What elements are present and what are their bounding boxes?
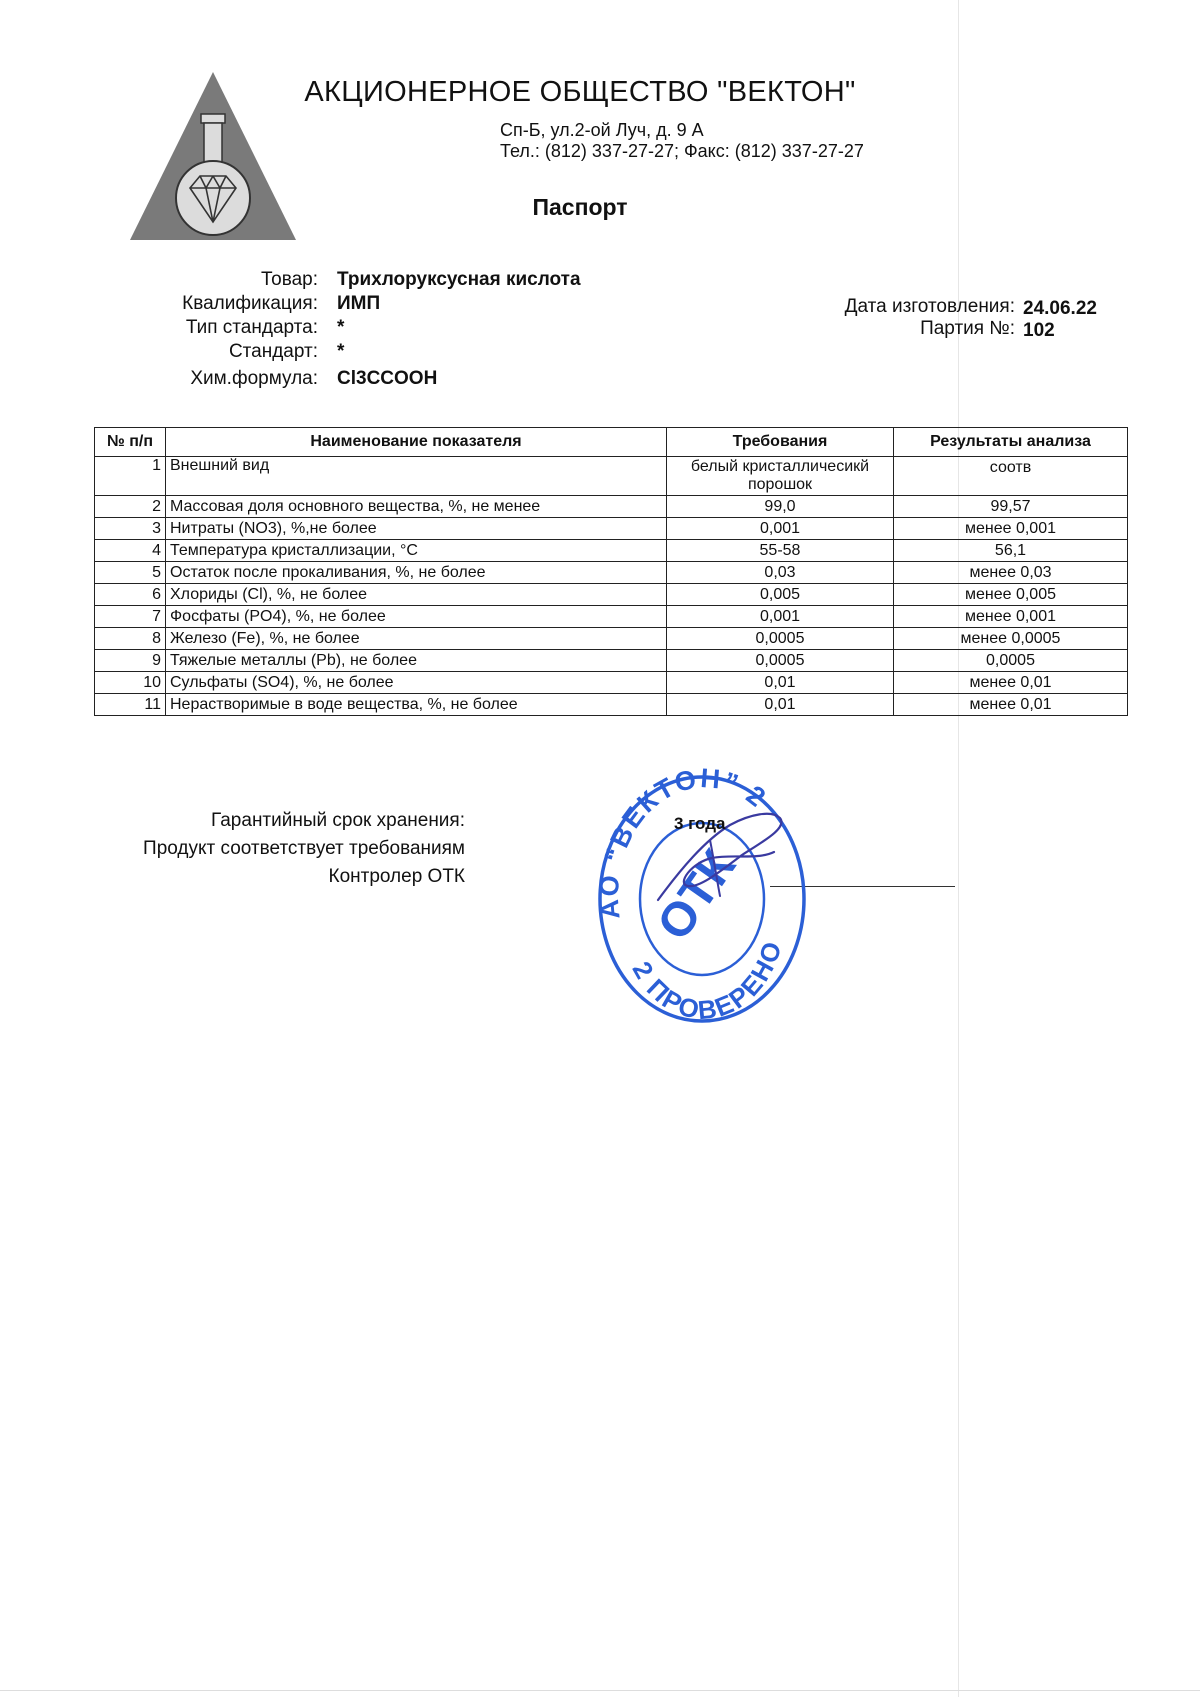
row-indicator: Температура кристаллизации, °С [166, 540, 667, 562]
row-result: 0,0005 [894, 650, 1128, 672]
row-number: 9 [95, 650, 166, 672]
row-number: 7 [95, 606, 166, 628]
row-requirement: 0,005 [667, 584, 894, 606]
controller-label: Контролер ОТК [328, 866, 465, 887]
row-result: 99,57 [894, 496, 1128, 518]
table-row [95, 540, 1128, 562]
table-row [95, 694, 1128, 716]
table-row [95, 457, 1128, 496]
header-requirements: Требования [667, 428, 894, 457]
stamp-arc-text: АО “ВЕКТОН” 2 [593, 768, 773, 921]
row-number: 11 [95, 694, 166, 716]
company-contacts: Тел.: (812) 337-27-27; Факс: (812) 337-27-27 [500, 141, 864, 161]
qualification-label: Квалификация: [182, 293, 318, 314]
stamp-bottom-text: 2 ПРОВЕРЕНО [626, 936, 789, 1026]
row-indicator: Железо (Fe), %, не более [166, 628, 667, 650]
row-requirement: белый кристалличесикй порошок [667, 457, 894, 496]
row-result: менее 0,005 [894, 584, 1128, 606]
product-name: Трихлоруксусная кислота [337, 269, 581, 290]
company-address-block [500, 120, 864, 162]
table-row [95, 628, 1128, 650]
row-number: 5 [95, 562, 166, 584]
row-indicator: Тяжелые металлы (Pb), не более [166, 650, 667, 672]
table-header-row [95, 428, 1128, 457]
batch-value: 102 [1023, 320, 1055, 341]
standard-label: Стандарт: [228, 341, 318, 362]
row-requirement: 0,0005 [667, 650, 894, 672]
table-row [95, 496, 1128, 518]
row-indicator: Остаток после прокаливания, %, не более [166, 562, 667, 584]
svg-text:2 ПРОВЕРЕНО [626, 936, 788, 1025]
row-number: 10 [95, 672, 166, 694]
compliance-text: Продукт соответствует требованиям [143, 838, 465, 859]
table-row [95, 606, 1128, 628]
formula-label: Хим.формула: [190, 368, 318, 389]
row-number: 1 [95, 457, 166, 496]
row-number: 6 [95, 584, 166, 606]
standard-type-value: * [337, 317, 345, 338]
row-requirement: 0,01 [667, 672, 894, 694]
standard-value: * [337, 341, 345, 362]
table-row [95, 562, 1128, 584]
row-result: менее 0,001 [894, 518, 1128, 540]
row-result: 56,1 [894, 540, 1128, 562]
table-row [95, 584, 1128, 606]
table-row [95, 518, 1128, 540]
product-name-label: Товар: [261, 269, 318, 290]
analysis-table [94, 427, 1128, 716]
row-requirement: 0,001 [667, 518, 894, 540]
row-indicator: Фосфаты (PO4), %, не более [166, 606, 667, 628]
row-result: соотв [894, 457, 1128, 496]
company-name: АКЦИОНЕРНОЕ ОБЩЕСТВО "ВЕКТОН" [304, 76, 856, 108]
formula-value: Cl3CCOOH [337, 368, 438, 389]
row-number: 2 [95, 496, 166, 518]
scan-edge-line [958, 0, 959, 1697]
table-row [95, 650, 1128, 672]
row-number: 8 [95, 628, 166, 650]
batch-label: Партия №: [920, 318, 1015, 339]
row-indicator: Массовая доля основного вещества, %, не менее [166, 496, 667, 518]
table-row [95, 672, 1128, 694]
row-requirement: 0,001 [667, 606, 894, 628]
company-address: Сп-Б, ул.2-ой Луч, д. 9 А [500, 120, 704, 140]
manufacture-date-value: 24.06.22 [1023, 298, 1097, 319]
guarantee-label: Гарантийный срок хранения: [211, 810, 465, 831]
row-indicator: Сульфаты (SO4), %, не более [166, 672, 667, 694]
row-number: 3 [95, 518, 166, 540]
row-indicator: Нитраты (NO3), %,не более [166, 518, 667, 540]
stamp-center-text: ОТК [647, 840, 746, 950]
scan-bottom-line [0, 1690, 1200, 1691]
row-requirement: 55-58 [667, 540, 894, 562]
header-results: Результаты анализа [894, 428, 1128, 457]
row-indicator: Хлориды (Cl), %, не более [166, 584, 667, 606]
row-result: менее 0,01 [894, 694, 1128, 716]
row-requirement: 0,03 [667, 562, 894, 584]
row-result: менее 0,03 [894, 562, 1128, 584]
row-result: менее 0,0005 [894, 628, 1128, 650]
qualification-value: ИМП [337, 293, 381, 314]
row-indicator: Нерастворимые в воде вещества, %, не более [166, 694, 667, 716]
row-indicator: Внешний вид [166, 457, 667, 496]
row-requirement: 99,0 [667, 496, 894, 518]
header-indicator: Наименование показателя [166, 428, 667, 457]
row-requirement: 0,0005 [667, 628, 894, 650]
row-result: менее 0,01 [894, 672, 1128, 694]
row-requirement: 0,01 [667, 694, 894, 716]
document-title: Паспорт [532, 194, 628, 220]
guarantee-value: 3 года [674, 814, 726, 833]
manufacture-date-label: Дата изготовления: [844, 296, 1015, 317]
header-number: № п/п [95, 428, 166, 457]
company-logo-icon [128, 70, 298, 242]
standard-type-label: Тип стандарта: [185, 317, 318, 338]
row-number: 4 [95, 540, 166, 562]
row-result: менее 0,001 [894, 606, 1128, 628]
